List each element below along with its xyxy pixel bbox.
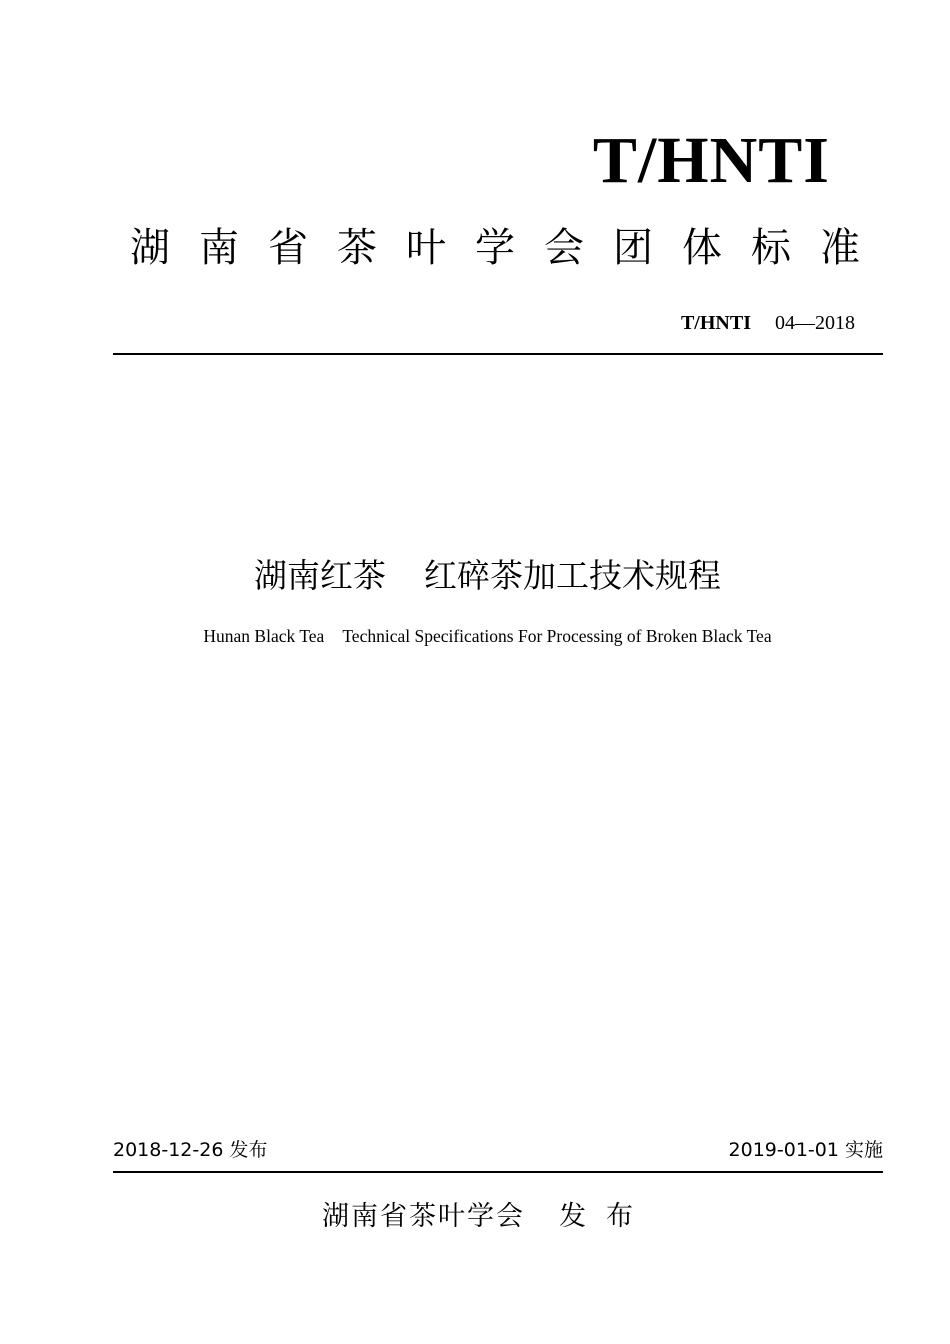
org-title-char: 会 <box>544 225 584 271</box>
org-title-char: 学 <box>475 225 515 271</box>
org-title-char: 茶 <box>337 225 377 271</box>
document-title-english <box>0 624 950 648</box>
org-title-char: 省 <box>268 225 308 271</box>
org-title-char: 准 <box>820 225 860 271</box>
header-divider <box>113 353 883 355</box>
title-en-part2: Technical Specifications For Processing of Broken Black Tea <box>342 626 772 646</box>
org-title-char: 叶 <box>406 225 446 271</box>
standard-number-code: T/HNTI <box>680 312 751 334</box>
publisher-verb: 发布 <box>559 1201 653 1232</box>
title-cn-part2: 红碎茶加工技术规程 <box>424 556 721 595</box>
org-title-char: 标 <box>751 225 791 271</box>
title-cn-part1: 湖南红茶 <box>254 556 386 595</box>
organization-standard-title <box>130 222 860 274</box>
publisher-organization: 湖南省茶叶学会 <box>322 1201 525 1232</box>
publisher-line <box>0 1198 950 1236</box>
implementation-date: 2019-01-01 实施 <box>728 1139 883 1161</box>
standard-number-year: 04—2018 <box>775 312 855 334</box>
standard-code-heading: T/HNTI <box>592 124 830 197</box>
document-title-chinese <box>0 553 950 599</box>
standard-number <box>681 310 855 336</box>
publish-date: 2018-12-26 发布 <box>113 1139 268 1161</box>
title-en-part1: Hunan Black Tea <box>203 626 325 646</box>
org-title-char: 团 <box>613 225 653 271</box>
org-title-char: 体 <box>682 225 722 271</box>
org-title-char: 南 <box>199 225 239 271</box>
org-title-char: 湖 <box>130 225 170 271</box>
footer-divider <box>113 1171 883 1173</box>
